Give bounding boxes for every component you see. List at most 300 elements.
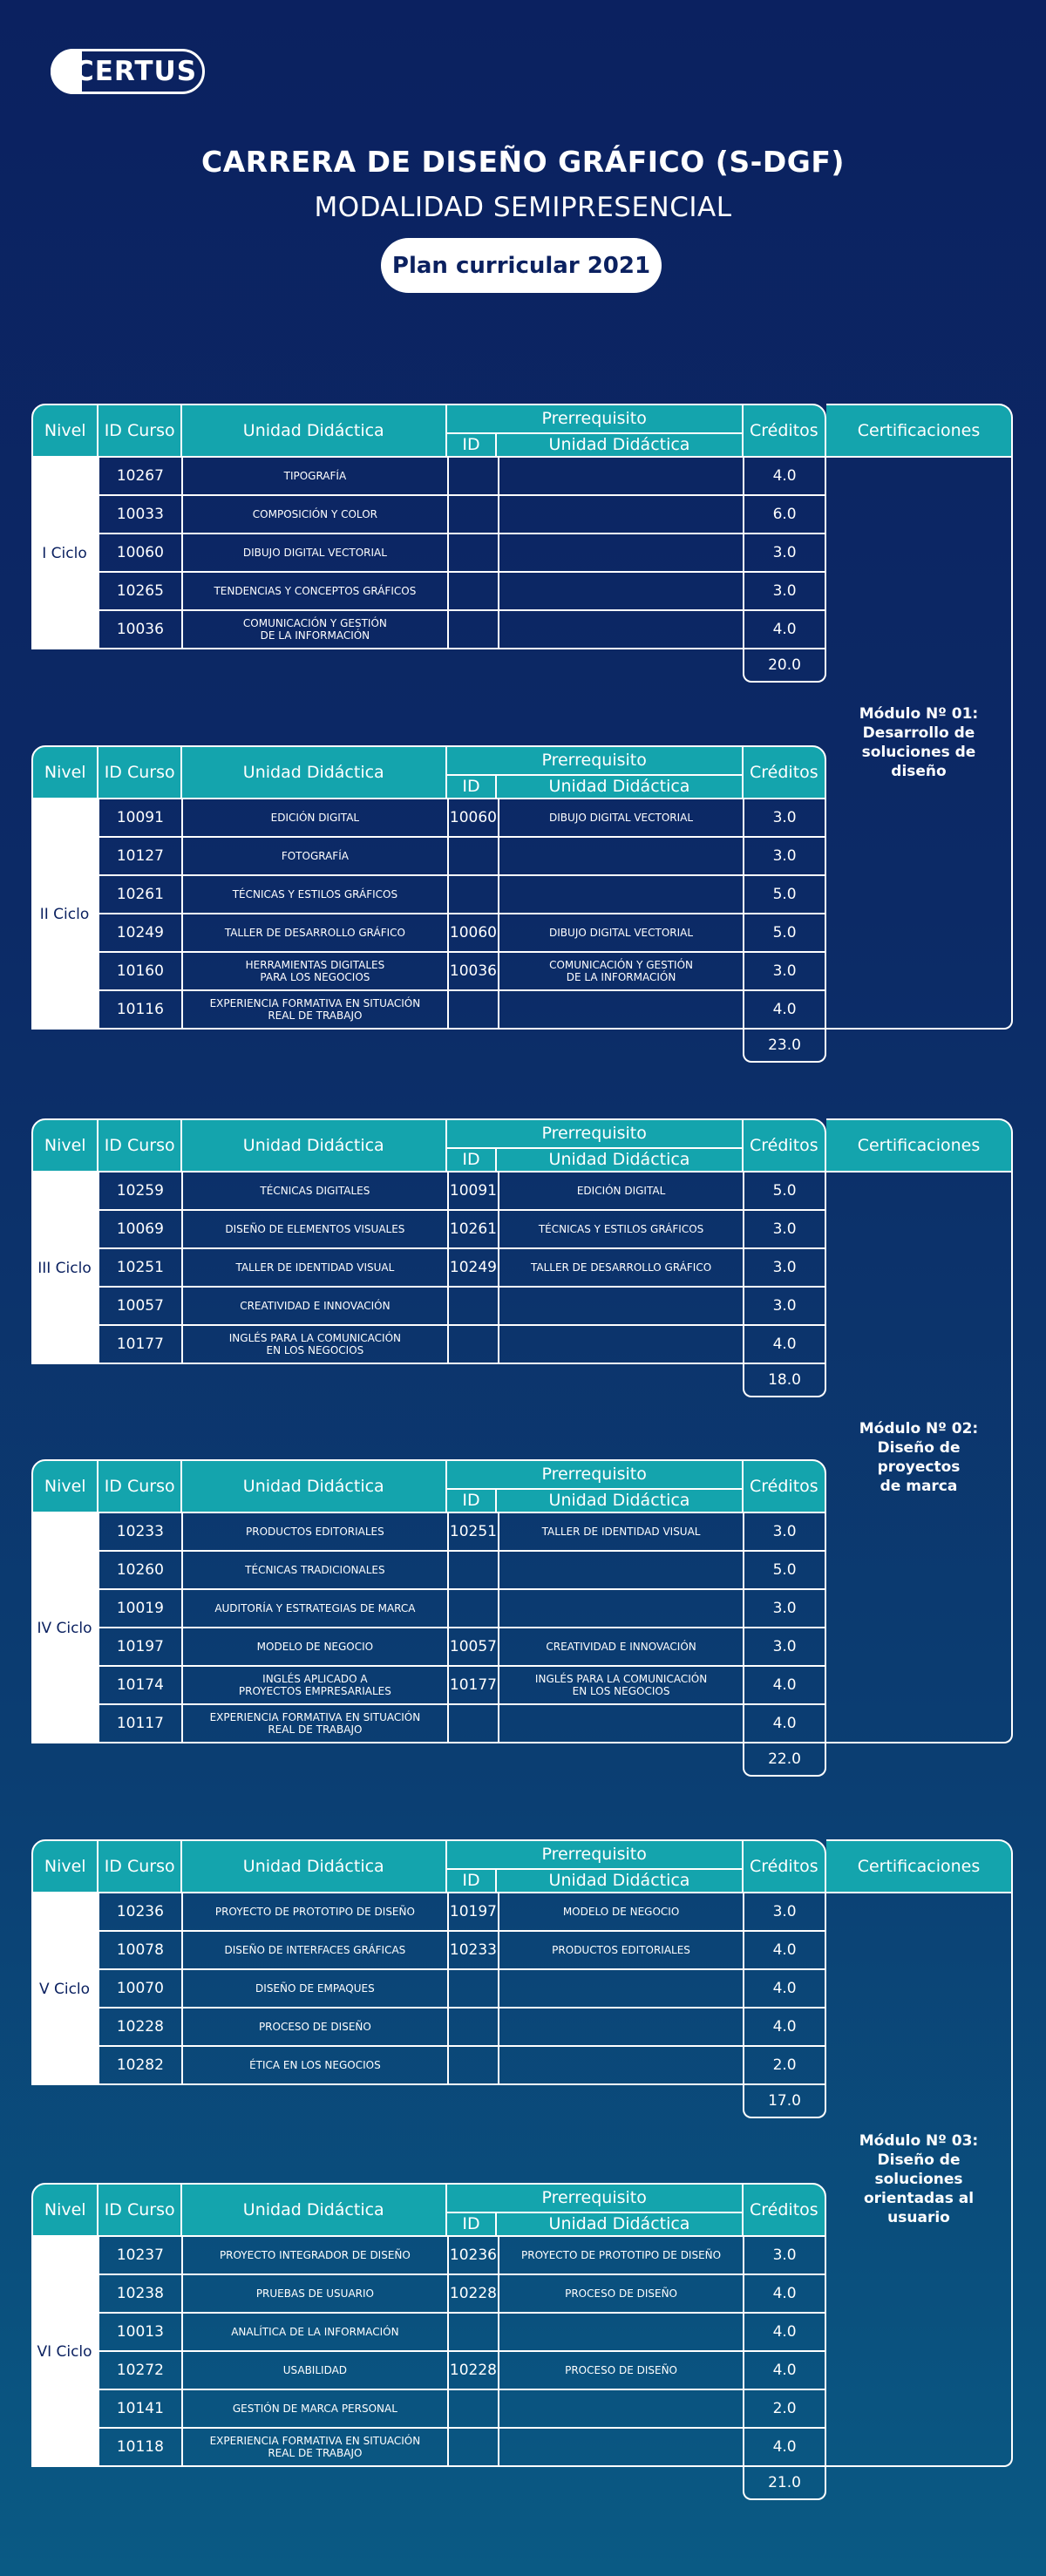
table-row [99, 1893, 826, 1932]
course-credits: 3.0 [744, 534, 826, 571]
course-name: TIPOGRAFÍA [183, 458, 449, 494]
prereq-name: EDICIÓN DIGITAL [499, 1172, 744, 1209]
table-row [99, 953, 826, 991]
curriculum-table [31, 2183, 826, 2467]
header-prerrequisito-sub [447, 776, 742, 798]
table-row [99, 991, 826, 1030]
curriculum-table [31, 1839, 826, 2085]
course-name: DIBUJO DIGITAL VECTORIAL [183, 534, 449, 571]
course-credits: 4.0 [744, 1667, 826, 1703]
header-pre-unidad: Unidad Didáctica [548, 2214, 690, 2234]
header-pre-id: ID [447, 1870, 498, 1892]
header-prerrequisito-label: Prerrequisito [447, 405, 742, 434]
table-body [31, 799, 826, 1030]
table-row [99, 1932, 826, 1970]
table-row [99, 2047, 826, 2085]
course-name: HERRAMIENTAS DIGITALES PARA LOS NEGOCIOS [183, 953, 449, 989]
prereq-id: 10060 [449, 914, 499, 951]
header-unidad-didactica: Unidad Didáctica [182, 2185, 447, 2235]
course-credits: 2.0 [744, 2047, 826, 2083]
course-credits: 3.0 [744, 1590, 826, 1627]
header-nivel: Nivel [33, 2185, 98, 2235]
header-pre-id: ID [447, 1490, 498, 1512]
prereq-name: PRODUCTOS EDITORIALES [499, 1932, 744, 1968]
curriculum-table [31, 404, 826, 649]
prereq-id [449, 876, 499, 913]
header-creditos: Créditos [750, 2200, 818, 2219]
header-creditos: Créditos [750, 763, 818, 782]
prereq-id: 10060 [449, 799, 499, 836]
course-name: DISEÑO DE INTERFACES GRÁFICAS [183, 1932, 449, 1968]
course-credits: 5.0 [744, 1552, 826, 1588]
course-id: 10036 [99, 611, 183, 648]
course-credits: 3.0 [744, 953, 826, 989]
prereq-name [499, 534, 744, 571]
prereq-id [449, 1552, 499, 1588]
prereq-id [449, 2047, 499, 2083]
header-nivel: Nivel [33, 1120, 98, 1171]
cycle-label: I Ciclo [31, 458, 98, 649]
table-row [99, 799, 826, 838]
table-row [99, 534, 826, 573]
header-prerrequisito-sub [447, 1870, 742, 1892]
course-credits: 5.0 [744, 876, 826, 913]
prereq-id [449, 2008, 499, 2045]
table-row [99, 611, 826, 649]
course-credits: 3.0 [744, 1893, 826, 1930]
course-credits: 4.0 [744, 2352, 826, 2389]
prereq-id [449, 458, 499, 494]
certification-module [826, 1893, 1013, 2467]
prereq-id: 10228 [449, 2275, 499, 2312]
course-id: 10236 [99, 1893, 183, 1930]
course-credits: 4.0 [744, 991, 826, 1028]
prereq-name [499, 1552, 744, 1588]
course-name: PROYECTO DE PROTOTIPO DE DISEÑO [183, 1893, 449, 1930]
cycle-label: II Ciclo [31, 799, 98, 1030]
course-name: COMPOSICIÓN Y COLOR [183, 496, 449, 533]
course-name: CREATIVIDAD E INNOVACIÓN [183, 1288, 449, 1324]
course-credits: 3.0 [744, 573, 826, 609]
prereq-id [449, 534, 499, 571]
header-prerrequisito-label: Prerrequisito [447, 747, 742, 776]
course-name: INGLÉS APLICADO A PROYECTOS EMPRESARIALES [183, 1667, 449, 1703]
prereq-id: 10228 [449, 2352, 499, 2389]
header-unidad-didactica: Unidad Didáctica [182, 405, 447, 456]
header-pre-id: ID [447, 2213, 498, 2235]
table-rows [98, 1172, 826, 1364]
cycle-label: VI Ciclo [31, 2237, 98, 2467]
header-pre-unidad: Unidad Didáctica [548, 435, 690, 455]
header-unidad-didactica: Unidad Didáctica [182, 1841, 447, 1892]
table-row [99, 2008, 826, 2047]
certification-module [826, 458, 1013, 1030]
total-credits: 21.0 [743, 2467, 826, 2500]
course-id: 10233 [99, 1513, 183, 1550]
prereq-name: CREATIVIDAD E INNOVACIÓN [499, 1628, 744, 1665]
module-name: Módulo Nº 01: Desarrollo de soluciones de diseño [859, 705, 979, 780]
prereq-name [499, 2008, 744, 2045]
table-row [99, 1249, 826, 1288]
prereq-name [499, 2314, 744, 2350]
prereq-id [449, 1705, 499, 1742]
certus-logo [51, 49, 205, 94]
course-credits: 4.0 [744, 611, 826, 648]
course-name: FOTOGRAFÍA [183, 838, 449, 874]
course-credits: 4.0 [744, 2429, 826, 2465]
header-prerrequisito-sub [447, 1490, 742, 1512]
course-name: COMUNICACIÓN Y GESTIÓN DE LA INFORMACIÓN [183, 611, 449, 648]
prereq-name [499, 2429, 744, 2465]
certification-module [826, 1172, 1013, 1743]
header-prerrequisito [447, 1120, 744, 1171]
prereq-name [499, 876, 744, 913]
prereq-name [499, 1970, 744, 2007]
course-id: 10251 [99, 1249, 183, 1286]
header-prerrequisito [447, 2185, 744, 2235]
prereq-name: COMUNICACIÓN Y GESTIÓN DE LA INFORMACIÓN [499, 953, 744, 989]
course-name: TENDENCIAS Y CONCEPTOS GRÁFICOS [183, 573, 449, 609]
prereq-id [449, 611, 499, 648]
header-creditos: Créditos [750, 1136, 818, 1155]
header-unidad-didactica: Unidad Didáctica [182, 747, 447, 798]
table-header [31, 1459, 826, 1513]
table-row [99, 458, 826, 496]
header-id-curso: ID Curso [98, 2185, 181, 2235]
course-id: 10228 [99, 2008, 183, 2045]
header-pre-unidad: Unidad Didáctica [548, 1871, 690, 1891]
course-id: 10238 [99, 2275, 183, 2312]
header-nivel: Nivel [33, 1461, 98, 1512]
course-credits: 4.0 [744, 1326, 826, 1363]
course-id: 10116 [99, 991, 183, 1028]
course-credits: 4.0 [744, 2314, 826, 2350]
prereq-id [449, 991, 499, 1028]
course-credits: 3.0 [744, 838, 826, 874]
header-creditos: Créditos [750, 1477, 818, 1496]
logo-text: CERTUS [73, 56, 198, 87]
table-body [31, 1172, 826, 1364]
course-credits: 5.0 [744, 914, 826, 951]
table-row [99, 2275, 826, 2314]
table-row [99, 838, 826, 876]
curriculum-table [31, 745, 826, 1030]
prereq-name: DIBUJO DIGITAL VECTORIAL [499, 799, 744, 836]
prereq-name [499, 1288, 744, 1324]
table-row [99, 1590, 826, 1628]
header-certificaciones: Certificaciones [826, 404, 1013, 458]
prereq-id: 10177 [449, 1667, 499, 1703]
course-credits: 3.0 [744, 1628, 826, 1665]
prereq-id: 10057 [449, 1628, 499, 1665]
header-certificaciones: Certificaciones [826, 1118, 1013, 1172]
prereq-id [449, 1590, 499, 1627]
table-row [99, 1211, 826, 1249]
table-body [31, 1513, 826, 1743]
prereq-name [499, 611, 744, 648]
header-nivel: Nivel [33, 747, 98, 798]
prereq-name [499, 1705, 744, 1742]
course-id: 10272 [99, 2352, 183, 2389]
course-credits: 3.0 [744, 1288, 826, 1324]
course-credits: 4.0 [744, 2275, 826, 2312]
total-credits: 20.0 [743, 649, 826, 683]
table-body [31, 458, 826, 649]
table-header [31, 1118, 826, 1172]
course-name: TÉCNICAS Y ESTILOS GRÁFICOS [183, 876, 449, 913]
course-name: USABILIDAD [183, 2352, 449, 2389]
course-id: 10060 [99, 534, 183, 571]
course-id: 10237 [99, 2237, 183, 2274]
header-unidad-didactica: Unidad Didáctica [182, 1120, 447, 1171]
cycle-label: IV Ciclo [31, 1513, 98, 1743]
course-name: PROCESO DE DISEÑO [183, 2008, 449, 2045]
header-creditos: Créditos [750, 1857, 818, 1876]
table-rows [98, 799, 826, 1030]
course-credits: 4.0 [744, 1705, 826, 1742]
prereq-id: 10236 [449, 2237, 499, 2274]
table-header [31, 745, 826, 799]
table-body [31, 1893, 826, 2085]
header-prerrequisito-label: Prerrequisito [447, 1120, 742, 1149]
prereq-name [499, 2390, 744, 2427]
course-id: 10091 [99, 799, 183, 836]
prereq-name [499, 458, 744, 494]
course-id: 10070 [99, 1970, 183, 2007]
header-pre-id: ID [447, 776, 498, 798]
course-name: EXPERIENCIA FORMATIVA EN SITUACIÓN REAL DE TRABAJO [183, 991, 449, 1028]
prereq-id: 10249 [449, 1249, 499, 1286]
course-id: 10013 [99, 2314, 183, 2350]
table-row [99, 1705, 826, 1743]
prereq-name [499, 496, 744, 533]
course-name: GESTIÓN DE MARCA PERSONAL [183, 2390, 449, 2427]
prereq-name: TALLER DE DESARROLLO GRÁFICO [499, 1249, 744, 1286]
header-creditos: Créditos [750, 421, 818, 440]
course-id: 10141 [99, 2390, 183, 2427]
prereq-id: 10091 [449, 1172, 499, 1209]
prereq-name: PROCESO DE DISEÑO [499, 2275, 744, 2312]
prereq-id [449, 1288, 499, 1324]
prereq-id: 10036 [449, 953, 499, 989]
prereq-name: MODELO DE NEGOCIO [499, 1893, 744, 1930]
header-id-curso: ID Curso [98, 1841, 181, 1892]
course-id: 10057 [99, 1288, 183, 1324]
table-rows [98, 1893, 826, 2085]
header-prerrequisito-label: Prerrequisito [447, 1461, 742, 1490]
header-id-curso: ID Curso [98, 1461, 181, 1512]
table-header [31, 2183, 826, 2237]
course-name: TÉCNICAS TRADICIONALES [183, 1552, 449, 1588]
table-row [99, 2314, 826, 2352]
prereq-name: TÉCNICAS Y ESTILOS GRÁFICOS [499, 1211, 744, 1247]
header-nivel: Nivel [33, 405, 98, 456]
table-header [31, 1839, 826, 1893]
course-id: 10177 [99, 1326, 183, 1363]
header-pre-unidad: Unidad Didáctica [548, 1491, 690, 1511]
table-row [99, 496, 826, 534]
prereq-name [499, 1326, 744, 1363]
prereq-name: INGLÉS PARA LA COMUNICACIÓN EN LOS NEGOCIOS [499, 1667, 744, 1703]
course-id: 10019 [99, 1590, 183, 1627]
table-row [99, 1970, 826, 2008]
course-credits: 4.0 [744, 1932, 826, 1968]
course-name: EDICIÓN DIGITAL [183, 799, 449, 836]
course-name: AUDITORÍA Y ESTRATEGIAS DE MARCA [183, 1590, 449, 1627]
prereq-name: PROCESO DE DISEÑO [499, 2352, 744, 2389]
course-id: 10249 [99, 914, 183, 951]
table-row [99, 2352, 826, 2390]
course-name: PROYECTO INTEGRADOR DE DISEÑO [183, 2237, 449, 2274]
course-name: MODELO DE NEGOCIO [183, 1628, 449, 1665]
course-name: PRUEBAS DE USUARIO [183, 2275, 449, 2312]
prereq-id [449, 2390, 499, 2427]
course-id: 10265 [99, 573, 183, 609]
table-row [99, 1552, 826, 1590]
course-name: ÉTICA EN LOS NEGOCIOS [183, 2047, 449, 2083]
header-certificaciones: Certificaciones [826, 1839, 1013, 1893]
course-name: PRODUCTOS EDITORIALES [183, 1513, 449, 1550]
header-prerrequisito-label: Prerrequisito [447, 2185, 742, 2213]
course-id: 10260 [99, 1552, 183, 1588]
table-row [99, 1628, 826, 1667]
course-credits: 4.0 [744, 2008, 826, 2045]
curriculum-table [31, 1459, 826, 1743]
header-prerrequisito [447, 405, 744, 456]
module-name: Módulo Nº 03: Diseño de soluciones orientadas al usuario [859, 2132, 979, 2226]
course-id: 10118 [99, 2429, 183, 2465]
course-id: 10078 [99, 1932, 183, 1968]
course-credits: 4.0 [744, 1970, 826, 2007]
course-credits: 4.0 [744, 458, 826, 494]
table-row [99, 2390, 826, 2429]
table-header [31, 404, 826, 458]
header-prerrequisito [447, 1841, 744, 1892]
course-id: 10160 [99, 953, 183, 989]
course-credits: 3.0 [744, 1249, 826, 1286]
course-name: DISEÑO DE ELEMENTOS VISUALES [183, 1211, 449, 1247]
course-id: 10197 [99, 1628, 183, 1665]
prereq-id: 10261 [449, 1211, 499, 1247]
course-credits: 3.0 [744, 1513, 826, 1550]
prereq-name: DIBUJO DIGITAL VECTORIAL [499, 914, 744, 951]
course-id: 10069 [99, 1211, 183, 1247]
header-prerrequisito-sub [447, 2213, 742, 2235]
table-rows [98, 1513, 826, 1743]
table-row [99, 573, 826, 611]
curriculum-table [31, 1118, 826, 1364]
table-row [99, 1288, 826, 1326]
course-name: ANALÍTICA DE LA INFORMACIÓN [183, 2314, 449, 2350]
prereq-id [449, 1326, 499, 1363]
prereq-name [499, 838, 744, 874]
course-name: EXPERIENCIA FORMATIVA EN SITUACIÓN REAL DE TRABAJO [183, 2429, 449, 2465]
course-credits: 3.0 [744, 1211, 826, 1247]
prereq-name: PROYECTO DE PROTOTIPO DE DISEÑO [499, 2237, 744, 2274]
cycle-label: III Ciclo [31, 1172, 98, 1364]
header-unidad-didactica: Unidad Didáctica [182, 1461, 447, 1512]
course-name: TALLER DE IDENTIDAD VISUAL [183, 1249, 449, 1286]
prereq-id [449, 496, 499, 533]
prereq-id [449, 2429, 499, 2465]
header-nivel: Nivel [33, 1841, 98, 1892]
table-row [99, 1513, 826, 1552]
plan-badge: Plan curricular 2021 [381, 238, 662, 293]
prereq-id [449, 1970, 499, 2007]
table-body [31, 2237, 826, 2467]
course-name: DISEÑO DE EMPAQUES [183, 1970, 449, 2007]
course-id: 10261 [99, 876, 183, 913]
table-row [99, 2429, 826, 2467]
prereq-id [449, 2314, 499, 2350]
total-credits: 17.0 [743, 2085, 826, 2118]
prereq-id [449, 573, 499, 609]
page-subtitle: MODALIDAD SEMIPRESENCIAL [314, 192, 732, 223]
header-prerrequisito-sub [447, 434, 742, 456]
prereq-name [499, 991, 744, 1028]
header-prerrequisito-label: Prerrequisito [447, 1841, 742, 1870]
prereq-name [499, 1590, 744, 1627]
course-id: 10259 [99, 1172, 183, 1209]
table-row [99, 1667, 826, 1705]
table-row [99, 876, 826, 914]
course-credits: 3.0 [744, 2237, 826, 2274]
module-name: Módulo Nº 02: Diseño de proyectos de marca [859, 1419, 979, 1495]
course-id: 10174 [99, 1667, 183, 1703]
header-id-curso: ID Curso [98, 747, 181, 798]
header-prerrequisito [447, 1461, 744, 1512]
cycle-label: V Ciclo [31, 1893, 98, 2085]
course-id: 10117 [99, 1705, 183, 1742]
course-credits: 3.0 [744, 799, 826, 836]
course-name: EXPERIENCIA FORMATIVA EN SITUACIÓN REAL DE TRABAJO [183, 1705, 449, 1742]
course-id: 10267 [99, 458, 183, 494]
prereq-name [499, 573, 744, 609]
course-credits: 5.0 [744, 1172, 826, 1209]
table-row [99, 914, 826, 953]
header-pre-id: ID [447, 1149, 498, 1171]
header-prerrequisito [447, 747, 744, 798]
course-name: TÉCNICAS DIGITALES [183, 1172, 449, 1209]
header-pre-unidad: Unidad Didáctica [548, 1150, 690, 1170]
prereq-name: TALLER DE IDENTIDAD VISUAL [499, 1513, 744, 1550]
header-prerrequisito-sub [447, 1149, 742, 1171]
course-name: TALLER DE DESARROLLO GRÁFICO [183, 914, 449, 951]
page-title: CARRERA DE DISEÑO GRÁFICO (S-DGF) [201, 145, 845, 179]
header-pre-id: ID [447, 434, 498, 456]
prereq-id: 10251 [449, 1513, 499, 1550]
prereq-id [449, 838, 499, 874]
header-pre-unidad: Unidad Didáctica [548, 777, 690, 797]
prereq-id: 10197 [449, 1893, 499, 1930]
header-id-curso: ID Curso [98, 405, 181, 456]
course-name: INGLÉS PARA LA COMUNICACIÓN EN LOS NEGOCIOS [183, 1326, 449, 1363]
table-row [99, 1326, 826, 1364]
table-rows [98, 2237, 826, 2467]
course-credits: 6.0 [744, 496, 826, 533]
total-credits: 23.0 [743, 1030, 826, 1063]
prereq-name [499, 2047, 744, 2083]
header-id-curso: ID Curso [98, 1120, 181, 1171]
total-credits: 18.0 [743, 1364, 826, 1397]
course-credits: 2.0 [744, 2390, 826, 2427]
table-row [99, 2237, 826, 2275]
table-rows [98, 458, 826, 649]
total-credits: 22.0 [743, 1743, 826, 1777]
prereq-id: 10233 [449, 1932, 499, 1968]
course-id: 10127 [99, 838, 183, 874]
course-id: 10033 [99, 496, 183, 533]
